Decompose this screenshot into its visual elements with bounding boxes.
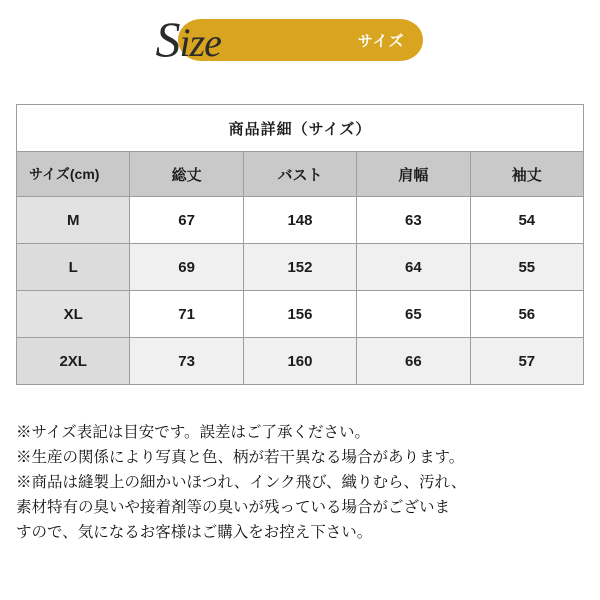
- banner-subtitle: サイズ: [357, 31, 405, 50]
- row-label-m: M: [17, 197, 130, 244]
- cell-xl-bust: 156: [243, 291, 356, 338]
- table-header-row: [17, 152, 584, 197]
- note-line: 素材特有の臭いや接着剤等の臭いが残っている場合がございま: [16, 499, 451, 517]
- table-title-row: [17, 105, 584, 152]
- cell-xl-length: 71: [130, 291, 243, 338]
- column-header-length: 総丈: [130, 152, 243, 197]
- column-header-bust: バスト: [243, 152, 356, 197]
- table-row: [17, 291, 584, 338]
- header-banner-area: [0, 10, 600, 67]
- size-table-wrapper: [16, 104, 584, 385]
- table-row: [17, 338, 584, 385]
- note-line: ※サイズ表記は目安です。誤差はご了承ください。: [16, 424, 371, 441]
- row-label-l: L: [17, 244, 130, 291]
- cell-2xl-shoulder: 66: [357, 338, 470, 385]
- cell-m-sleeve: 54: [470, 197, 583, 244]
- row-label-xl: XL: [17, 291, 130, 338]
- table-row: [17, 244, 584, 291]
- column-header-size: サイズ(cm): [17, 152, 130, 197]
- cell-l-sleeve: 55: [470, 244, 583, 291]
- banner-title-initial: S: [155, 10, 180, 67]
- cell-2xl-sleeve: 57: [470, 338, 583, 385]
- note-line: ※商品は縫製上の細かいほつれ、インク飛び、織りむら、汚れ、: [16, 474, 467, 492]
- table-row: [17, 197, 584, 244]
- header-banner: [155, 10, 423, 67]
- notes-block: [16, 420, 592, 546]
- table-title: 商品詳細（サイズ）: [17, 105, 584, 152]
- cell-l-length: 69: [130, 244, 243, 291]
- cell-l-bust: 152: [243, 244, 356, 291]
- cell-l-shoulder: 64: [357, 244, 470, 291]
- size-table: [16, 104, 584, 385]
- cell-xl-shoulder: 65: [357, 291, 470, 338]
- cell-2xl-bust: 160: [243, 338, 356, 385]
- cell-m-bust: 148: [243, 197, 356, 244]
- cell-m-length: 67: [130, 197, 243, 244]
- note-line: ※生産の関係により写真と色、柄が若干異なる場合があります。: [16, 449, 465, 467]
- note-line: すので、気になるお客様はご購入をお控え下さい。: [16, 524, 373, 542]
- cell-xl-sleeve: 56: [470, 291, 583, 338]
- banner-title: [156, 10, 221, 68]
- column-header-sleeve: 袖丈: [470, 152, 583, 197]
- column-header-shoulder: 肩幅: [357, 152, 470, 197]
- row-label-2xl: 2XL: [17, 338, 130, 385]
- banner-title-rest: ize: [179, 19, 221, 65]
- cell-2xl-length: 73: [130, 338, 243, 385]
- cell-m-shoulder: 63: [357, 197, 470, 244]
